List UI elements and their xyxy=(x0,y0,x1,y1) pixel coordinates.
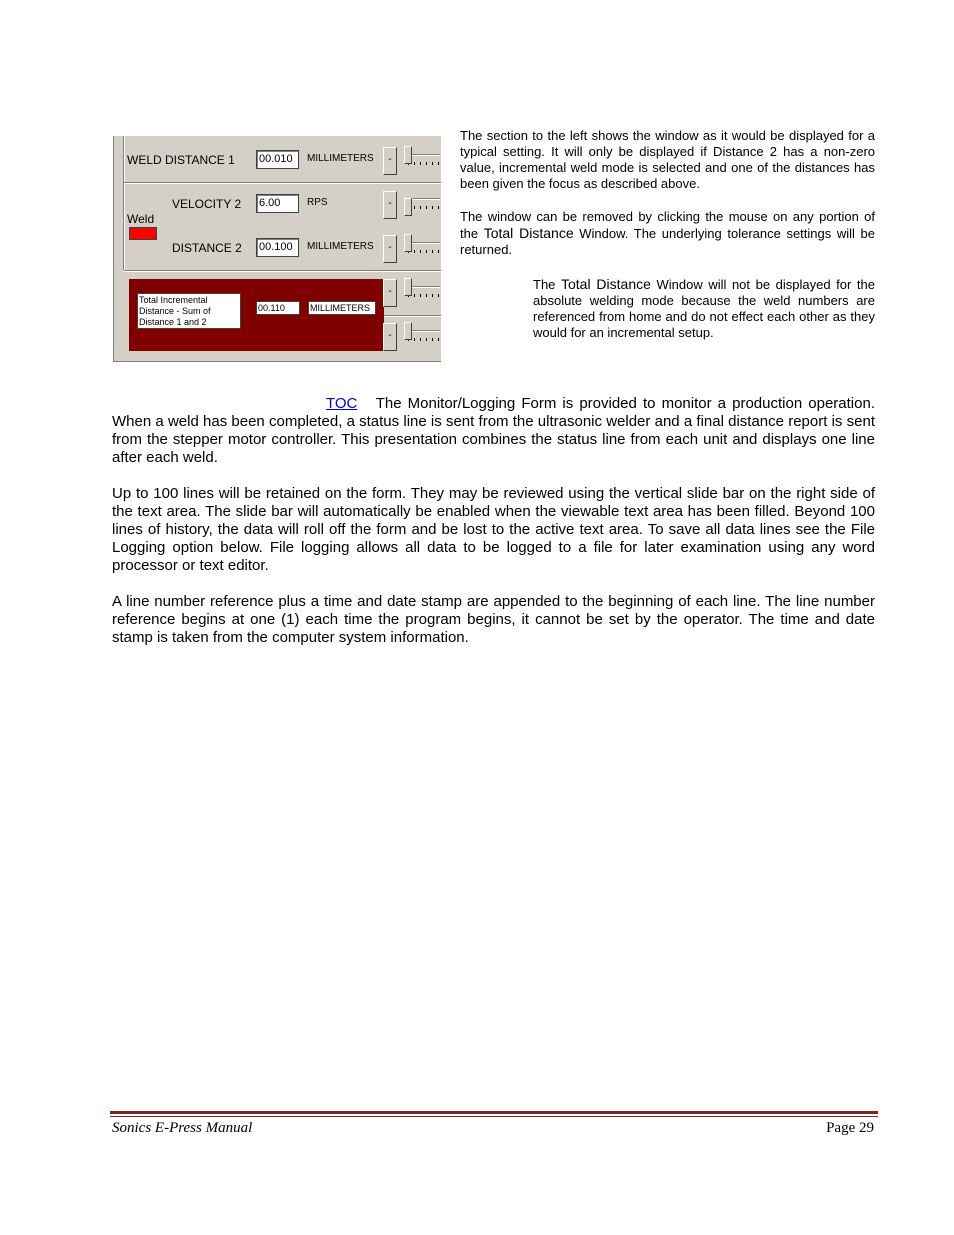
text-span: Window. The underlying tolerance settings will be returned. xyxy=(460,226,875,257)
weld-distance-1-label: WELD DISTANCE 1 xyxy=(127,153,235,167)
divider xyxy=(124,182,441,184)
description-text xyxy=(460,209,875,258)
body-para-2 xyxy=(112,485,875,575)
velocity-2-slider[interactable] xyxy=(402,188,440,218)
total-distance-value: 00.110 xyxy=(256,301,300,315)
weld-indicator-light xyxy=(129,227,157,240)
distance-2-slider[interactable] xyxy=(402,232,440,262)
page-number: Page 29 xyxy=(826,1120,874,1136)
slider-thumb[interactable] xyxy=(404,234,412,252)
distance-2-decrement-button[interactable]: - xyxy=(383,235,397,263)
velocity-2-field[interactable]: 6.00 xyxy=(256,194,299,213)
distance-2-unit: MILLIMETERS xyxy=(307,241,374,252)
text-span: Up to 100 lines will be retained on the form. They may be reviewed using the vertical slide bar on the right side of the text area. The slide bar will automatically be enabled when the viewable text area has been filled. Beyond 100 lines of history, the data will roll off the form and be lost to the active text area. To save all data lines see the File Logging option below. File logging allows all data to be logged to a file for later examination using any word processor or text editor. xyxy=(112,485,875,574)
row5-slider[interactable] xyxy=(402,320,440,350)
footer-rule xyxy=(110,1116,878,1117)
row5-decrement-button[interactable]: - xyxy=(383,323,397,351)
divider xyxy=(124,270,441,272)
total-distance-label: Total Incremental Distance - Sum of Distance 1 and 2 xyxy=(137,293,241,329)
description-text: The section to the left shows the window as it would be displayed for a typical setting. It will only be displayed if Distance 2 has a non-zero value, incremental weld mode is selected and one of the distances has been given the focus as described above. xyxy=(460,128,875,191)
description-para-3 xyxy=(533,276,875,341)
toc-link[interactable]: TOC xyxy=(326,395,358,412)
divider xyxy=(384,315,441,317)
weld-indicator-label: Weld xyxy=(127,212,155,226)
total-distance-term: Total Distance xyxy=(483,225,574,241)
weld-distance-1-unit: MILLIMETERS xyxy=(307,153,374,164)
description-text xyxy=(533,276,875,341)
row4-slider[interactable] xyxy=(402,276,440,306)
distance-2-label: DISTANCE 2 xyxy=(172,241,242,255)
footer-title: Sonics E-Press Manual xyxy=(112,1120,253,1136)
total-distance-window[interactable] xyxy=(129,279,384,351)
velocity-2-unit: RPS xyxy=(307,197,328,208)
velocity-2-label: VELOCITY 2 xyxy=(172,197,242,211)
text-span: The window can be removed by clicking the mouse on any portion of the xyxy=(460,209,875,241)
description-para-2 xyxy=(460,209,875,258)
weld-distance-1-decrement-button[interactable]: - xyxy=(383,147,397,175)
text-span: A line number reference plus a time and date stamp are appended to the beginning of each line. The line number reference begins at one (1) each time the program begins, it cannot be set by the operator. The time and date stamp is taken from the computer system information. xyxy=(112,593,875,646)
total-distance-unit: MILLIMETERS xyxy=(308,301,376,315)
row4-decrement-button[interactable]: - xyxy=(383,279,397,307)
text-span: Window will not be displayed for the absolute welding mode because the weld numbers are referenced from home and do not effect each other as they would for an incremental setup. xyxy=(533,277,875,340)
slider-thumb[interactable] xyxy=(404,322,412,340)
weld-distance-1-field[interactable]: 00.010 xyxy=(256,150,299,169)
text-span: The Monitor/Logging Form is provided to monitor a production operation. When a weld has been completed, a status line is sent from the ultrasonic welder and a final distance report is sent from the stepper motor controller. This presentation combines the status line from each unit and displays one line after each weld. xyxy=(112,395,875,466)
distance-2-field[interactable]: 00.100 xyxy=(256,238,299,257)
body-para-1 xyxy=(112,395,875,467)
slider-thumb[interactable] xyxy=(404,146,412,164)
description-para-1 xyxy=(460,128,875,192)
footer-rule xyxy=(110,1111,878,1114)
weld-distance-1-slider[interactable] xyxy=(402,144,440,174)
panel-left-divider xyxy=(123,136,125,270)
text-span: The xyxy=(533,277,561,292)
settings-window-screenshot xyxy=(113,136,441,362)
slider-thumb[interactable] xyxy=(404,198,412,216)
total-distance-term: Total Distance xyxy=(561,276,651,292)
body-para-3 xyxy=(112,593,875,647)
velocity-2-decrement-button[interactable]: - xyxy=(383,191,397,219)
slider-thumb[interactable] xyxy=(404,278,412,296)
